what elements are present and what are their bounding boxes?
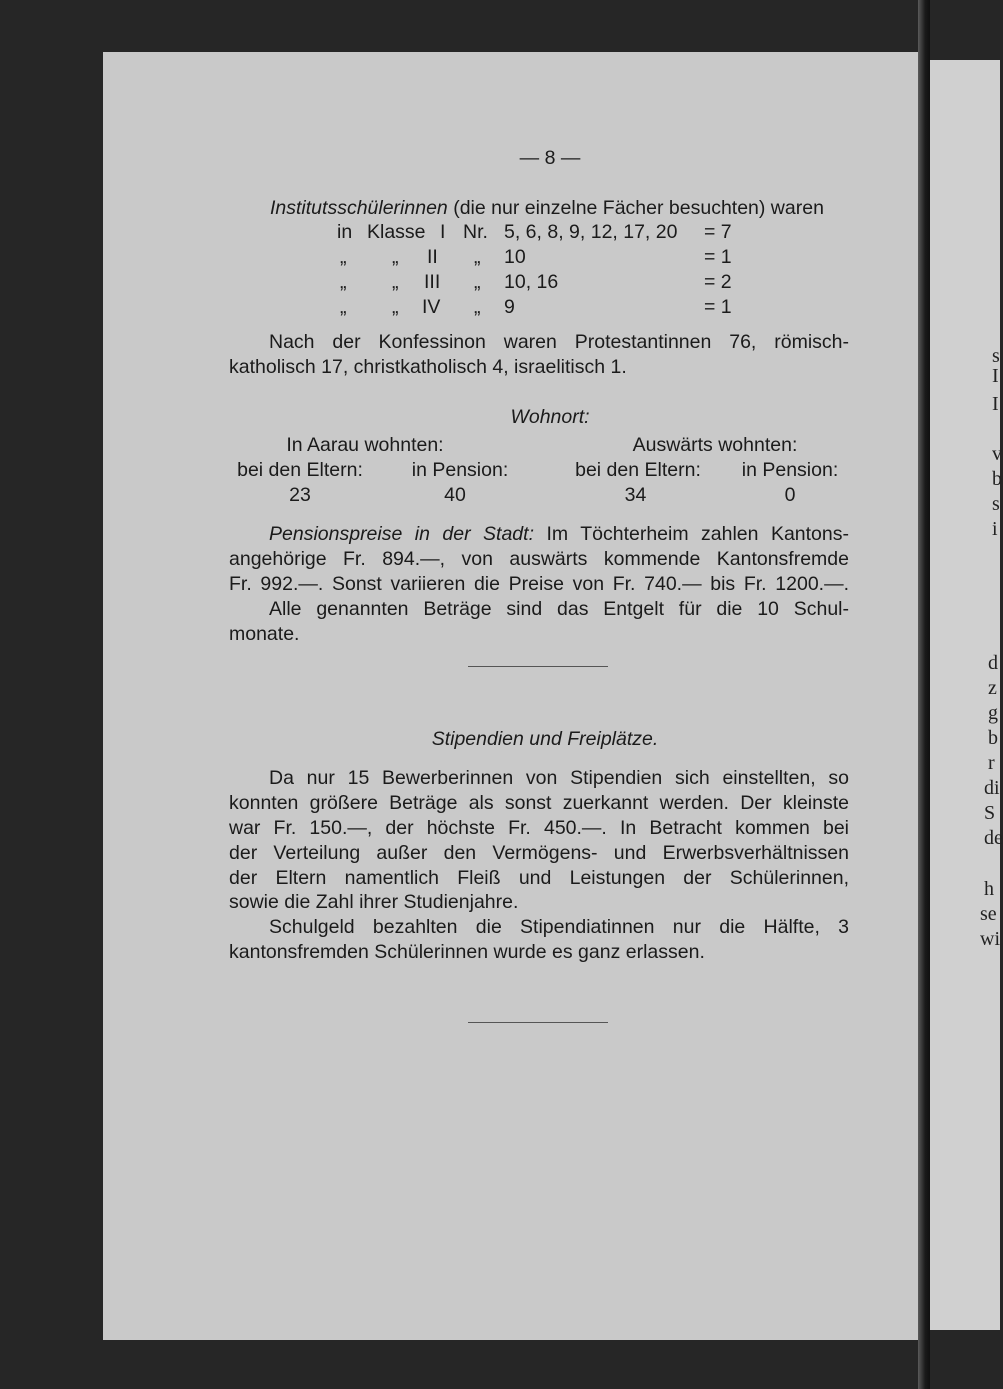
wohnort-column-label: bei den Eltern: (237, 459, 363, 481)
konfession-line-1: Nach der Konfessinon waren Protestantinnen 76, römisch- (269, 331, 849, 353)
class-row-klasse: II (427, 246, 438, 268)
adjacent-page-fragment: S (984, 802, 996, 824)
class-row-nr-label: „ (474, 296, 481, 318)
book-spine (918, 0, 930, 1389)
class-row-in: in (337, 221, 353, 243)
wohnort-column-value: 34 (624, 484, 647, 506)
class-row-ditto: „ (392, 296, 399, 318)
wohnort-column-label: in Pension: (411, 459, 509, 481)
class-list-intro-rest: (die nur einzelne Fächer besuchten) waren (453, 197, 824, 219)
adjacent-page-fragment: i (992, 518, 998, 540)
pension-line-1 (269, 522, 849, 547)
class-row-numbers: 10, 16 (504, 271, 559, 293)
adjacent-page-fragment: g (988, 702, 998, 724)
adjacent-page-fragment: s (992, 493, 1000, 515)
class-row-nr-label: Nr. (463, 221, 488, 243)
wohnort-column-value: 40 (444, 484, 466, 506)
class-list-intro (270, 196, 860, 221)
adjacent-page-fragment: b (992, 468, 1002, 490)
pension-line-2: angehörige Fr. 894.—, von auswärts kommende Kantonsfremde (229, 548, 849, 570)
section-divider (468, 666, 608, 667)
class-row-numbers: 10 (504, 246, 526, 268)
class-row-total: = 2 (704, 271, 732, 293)
adjacent-page-fragment: r (988, 752, 995, 774)
adjacent-page (930, 60, 1003, 1330)
section-divider (468, 1022, 608, 1023)
class-row-numbers: 5, 6, 8, 9, 12, 17, 20 (504, 221, 678, 243)
adjacent-page-fragment: d (988, 652, 998, 674)
class-row-ditto: „ (340, 246, 347, 268)
pension-line-4: Alle genannten Beträge sind das Entgelt für die 10 Schul- (269, 598, 849, 620)
stipendien-p1-line: der Eltern namentlich Fleiß und Leistungen der Schülerinnen, (229, 867, 849, 889)
adjacent-page-fragment: I (992, 393, 999, 415)
stipendien-p1-line: Da nur 15 Bewerberinnen von Stipendien sich einstellten, so (269, 767, 849, 789)
wohnort-column-label: in Pension: (741, 459, 839, 481)
class-row-klasse: III (424, 271, 441, 293)
adjacent-page-fragment: de (984, 827, 1003, 849)
class-row-klasse-word: Klasse (367, 221, 426, 243)
class-row-klasse: IV (422, 296, 441, 318)
pension-heading: Pensionspreise in der Stadt: (269, 523, 534, 545)
class-row-ditto: „ (392, 271, 399, 293)
class-row-klasse: I (440, 221, 446, 243)
class-row-nr-label: „ (474, 271, 481, 293)
stipendien-heading: Stipendien und Freiplätze. (431, 728, 659, 750)
pension-line-3: Fr. 992.—. Sonst variieren die Preise von Fr. 740.— bis Fr. 1200.—. (229, 573, 849, 595)
adjacent-page-fragment: z (988, 677, 997, 699)
wohnort-column-value: 23 (289, 484, 311, 506)
class-row-ditto: „ (340, 296, 347, 318)
wohnort-column-label: bei den Eltern: (575, 459, 701, 481)
stipendien-p1-line: war Fr. 150.—, der höchste Fr. 450.—. In Betracht kommen bei (229, 817, 849, 839)
adjacent-page-fragment: I (992, 365, 999, 387)
stipendien-p1-line: sowie die Zahl ihrer Studienjahre. (229, 891, 519, 913)
adjacent-page-fragment: di (984, 777, 1000, 799)
stipendien-p2-line: Schulgeld bezahlten die Stipendiatinnen nur die Hälfte, 3 (269, 916, 849, 938)
adjacent-page-fragment: h (984, 878, 994, 900)
wohnort-group-auswaerts: Auswärts wohnten: (632, 434, 798, 456)
class-list-intro-italic: Institutsschülerinnen (270, 197, 448, 219)
wohnort-column-value: 0 (784, 484, 796, 506)
class-row-nr-label: „ (474, 246, 481, 268)
class-row-total: = 1 (704, 296, 732, 318)
konfession-line-2: katholisch 17, christkatholisch 4, israelitisch 1. (229, 356, 627, 378)
wohnort-group-aarau: In Aarau wohnten: (286, 434, 444, 456)
adjacent-page-fragment: wi (980, 928, 1000, 950)
class-row-numbers: 9 (504, 296, 515, 318)
stipendien-p1-line: konnten größere Beträge als sonst zuerkannt werden. Der kleinste (229, 792, 849, 814)
page-number: — 8 — (519, 147, 581, 169)
adjacent-page-fragment: v (992, 443, 1002, 465)
stipendien-p2-line: kantonsfremden Schülerinnen wurde es ganz erlassen. (229, 941, 705, 963)
class-row-total: = 7 (704, 221, 732, 243)
wohnort-heading: Wohnort: (510, 406, 590, 428)
adjacent-page-fragment: s (992, 345, 1000, 367)
adjacent-page-fragment: b (988, 727, 998, 749)
stipendien-p1-line: der Verteilung außer den Vermögens- und Erwerbsverhältnissen (229, 842, 849, 864)
class-row-total: = 1 (704, 246, 732, 268)
adjacent-page-fragment: se (980, 903, 997, 925)
pension-line-1-rest: Im Töchterheim zahlen Kantons- (546, 523, 849, 545)
pension-line-5: monate. (229, 623, 300, 645)
class-row-ditto: „ (340, 271, 347, 293)
class-row-ditto: „ (392, 246, 399, 268)
